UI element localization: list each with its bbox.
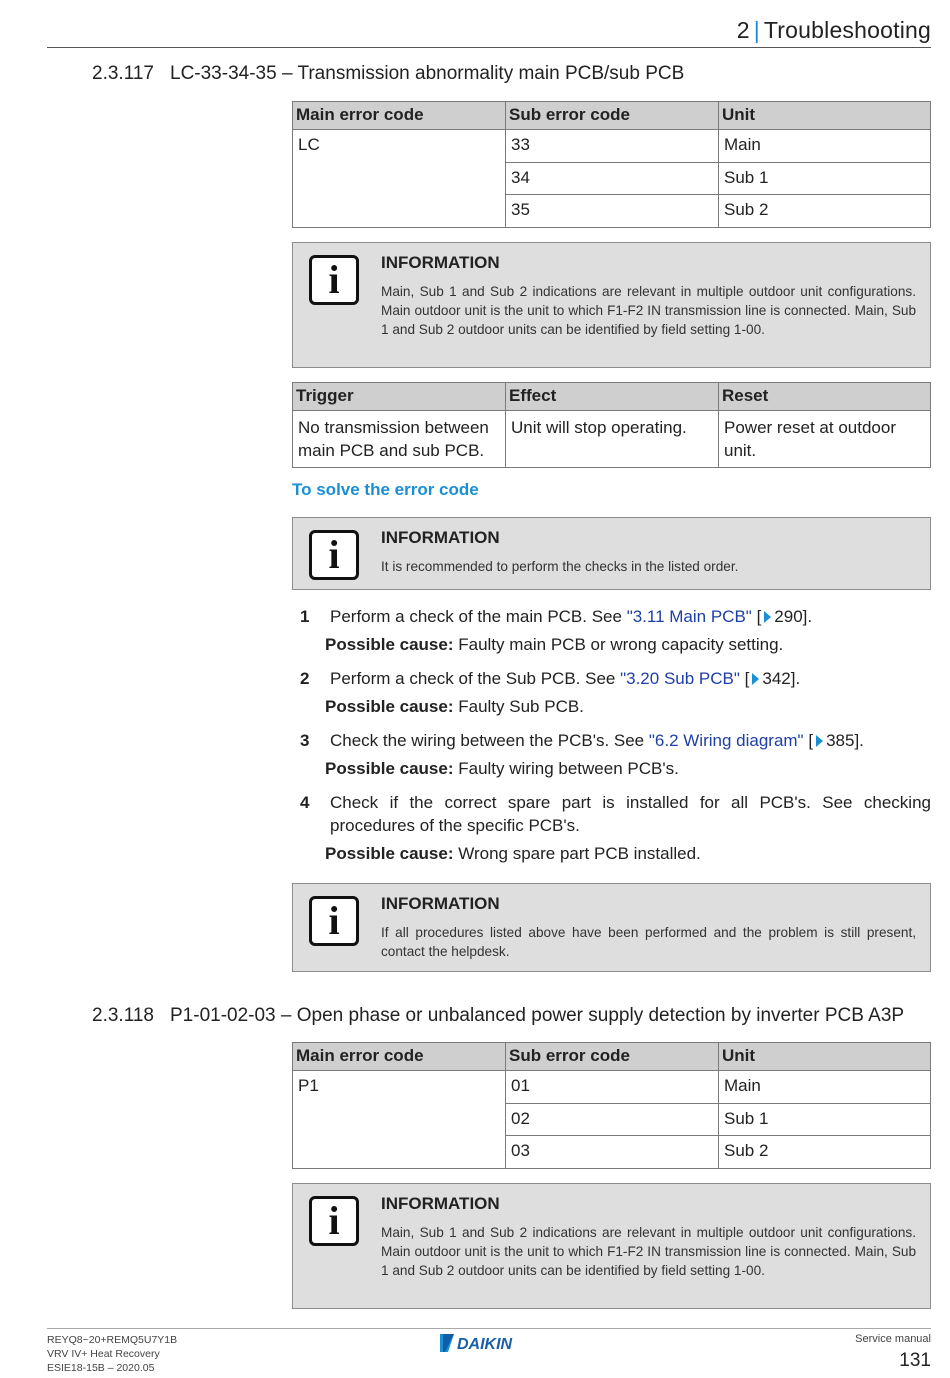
page-ref: 342 [762, 669, 791, 688]
page-ref-arrow-icon [816, 735, 823, 747]
info-text: Main, Sub 1 and Sub 2 indications are relevant in multiple outdoor unit configurations. Main outdoor unit is the unit to which F1-F2 IN transmission line is connected. Main, Sub 1 and Sub 2 outdoor units can be identified by field setting 1-00. [381, 284, 916, 337]
col-header-reset: Reset [719, 383, 931, 411]
info-title: INFORMATION [381, 1194, 500, 1213]
section-number: 2.3.118 [92, 1005, 154, 1026]
section-title: P1-01-02-03 – Open phase or unbalanced power supply detection by inverter PCB A3P [170, 1005, 905, 1026]
col-header-unit: Unit [719, 102, 931, 130]
col-header-sub: Sub error code [506, 102, 719, 130]
link-sub-pcb[interactable]: "3.20 Sub PCB" [620, 669, 740, 688]
error-code-table [292, 101, 931, 228]
info-icon: i [309, 530, 359, 580]
step-number: 2 [300, 669, 310, 688]
information-box [292, 517, 931, 590]
page-header [47, 14, 931, 48]
sub-code-cell: 03 [506, 1136, 719, 1169]
info-title: INFORMATION [381, 253, 500, 272]
table-row [293, 130, 931, 163]
unit-cell: Sub 2 [719, 1136, 931, 1169]
footer-manual-type: Service manual [855, 1333, 931, 1345]
step-number: 1 [300, 607, 310, 626]
info-text: It is recommended to perform the checks in the listed order. [381, 559, 739, 574]
footer-divider [47, 1328, 931, 1329]
page-ref-arrow-icon [752, 673, 759, 685]
trigger-effect-reset-table [292, 382, 931, 468]
unit-cell: Sub 1 [719, 162, 931, 195]
page-number: 131 [899, 1350, 931, 1371]
main-code-cell: P1 [293, 1071, 506, 1169]
section-heading-2-3-118 [92, 1005, 904, 1027]
error-code-table [292, 1042, 931, 1169]
col-header-effect: Effect [506, 383, 719, 411]
table-row [293, 411, 931, 468]
sub-code-cell: 02 [506, 1103, 719, 1136]
col-header-main: Main error code [293, 102, 506, 130]
step-number: 3 [300, 731, 310, 750]
info-icon: i [309, 1196, 359, 1246]
sub-code-cell: 34 [506, 162, 719, 195]
effect-cell: Unit will stop operating. [506, 411, 719, 468]
sub-code-cell: 35 [506, 195, 719, 228]
reset-cell: Power reset at outdoor unit. [719, 411, 931, 468]
link-main-pcb[interactable]: "3.11 Main PCB" [626, 607, 752, 626]
step-number: 4 [300, 793, 310, 812]
possible-cause: Possible cause: Wrong spare part PCB installed. [325, 844, 701, 863]
solve-heading: To solve the error code [292, 480, 479, 499]
possible-cause: Possible cause: Faulty wiring between PCB's. [325, 759, 679, 778]
daikin-logo [440, 1331, 540, 1355]
sub-code-cell: 33 [506, 130, 719, 163]
chapter-title: 2 | Troubleshooting [736, 17, 931, 43]
information-box [292, 1183, 931, 1309]
info-icon: i [309, 255, 359, 305]
unit-cell: Main [719, 130, 931, 163]
info-title: INFORMATION [381, 894, 500, 913]
footer-model-info: REYQ8~20+REMQ5U7Y1B VRV IV+ Heat Recovery ESIE18-15B – 2020.05 [47, 1334, 178, 1374]
col-header-trigger: Trigger [293, 383, 506, 411]
section-number: 2.3.117 [92, 63, 154, 84]
info-icon: i [309, 896, 359, 946]
brand-name: DAIKIN [457, 1336, 513, 1353]
trigger-cell: No transmission between main PCB and sub PCB. [293, 411, 506, 468]
table-row [293, 1071, 931, 1104]
section-title: LC-33-34-35 – Transmission abnormality main PCB/sub PCB [170, 63, 685, 84]
section-heading-2-3-117 [92, 63, 684, 85]
col-header-main: Main error code [293, 1043, 506, 1071]
page-ref: 385 [826, 731, 855, 750]
unit-cell: Sub 2 [719, 195, 931, 228]
unit-cell: Sub 1 [719, 1103, 931, 1136]
page-ref-arrow-icon [764, 611, 771, 623]
main-code-cell: LC [293, 130, 506, 228]
information-box [292, 242, 931, 368]
col-header-unit: Unit [719, 1043, 931, 1071]
step-4: 4 Check if the correct spare part is installed for all PCB's. See checking procedures of the specific PCB's. [300, 793, 931, 835]
link-wiring-diagram[interactable]: "6.2 Wiring diagram" [648, 731, 804, 750]
col-header-sub: Sub error code [506, 1043, 719, 1071]
unit-cell: Main [719, 1071, 931, 1104]
information-box [292, 883, 931, 972]
info-text: Main, Sub 1 and Sub 2 indications are relevant in multiple outdoor unit configurations. Main outdoor unit is the unit to which F1-F2 IN transmission line is connected. Main, Sub 1 and Sub 2 outdoor units can be identified by field setting 1-00. [381, 1225, 916, 1278]
page-ref: 290 [774, 607, 803, 626]
sub-code-cell: 01 [506, 1071, 719, 1104]
possible-cause: Possible cause: Faulty Sub PCB. [325, 697, 584, 716]
possible-cause: Possible cause: Faulty main PCB or wrong capacity setting. [325, 635, 784, 654]
info-title: INFORMATION [381, 528, 500, 547]
info-text: If all procedures listed above have been performed and the problem is still present, contact the helpdesk. [381, 925, 916, 959]
